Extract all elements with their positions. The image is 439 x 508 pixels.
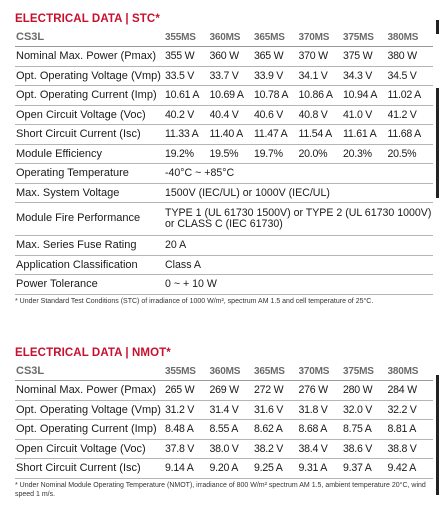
row-label: Opt. Operating Voltage (Vmp) xyxy=(15,66,165,86)
cell-value: 355 W xyxy=(165,47,210,67)
cell-value: 8.48 A xyxy=(165,420,210,440)
cell-value: 9.14 A xyxy=(165,459,210,479)
cell-value: 269 W xyxy=(210,381,255,401)
nmot-section xyxy=(15,344,433,500)
row-label: Nominal Max. Power (Pmax) xyxy=(15,381,165,401)
stc-section xyxy=(15,10,433,306)
cell-value: 1500V (IEC/UL) or 1000V (IEC/UL) xyxy=(165,183,433,203)
row-label: Max. Series Fuse Rating xyxy=(15,236,165,256)
cell-value: 20.0% xyxy=(299,144,344,164)
stc-col-header: 375MS xyxy=(343,28,388,47)
row-label: Operating Temperature xyxy=(15,164,165,184)
table-row xyxy=(15,255,433,275)
nmot-col-header: 380MS xyxy=(388,362,434,381)
cell-value: 34.5 V xyxy=(388,66,434,86)
cell-value: 10.61 A xyxy=(165,86,210,106)
stc-title: ELECTRICAL DATA | STC* xyxy=(15,13,160,25)
row-label: Module Fire Performance xyxy=(15,203,165,236)
cell-value: 365 W xyxy=(254,47,299,67)
cell-value: 265 W xyxy=(165,381,210,401)
row-label: Module Efficiency xyxy=(15,144,165,164)
stc-col-header: 355MS xyxy=(165,28,210,47)
table-row xyxy=(15,420,433,440)
cell-value: 375 W xyxy=(343,47,388,67)
cell-value: 272 W xyxy=(254,381,299,401)
table-row xyxy=(15,275,433,295)
cell-value: 11.40 A xyxy=(210,125,255,145)
row-label: Nominal Max. Power (Pmax) xyxy=(15,47,165,67)
cell-value: 9.37 A xyxy=(343,459,388,479)
cell-value: 10.86 A xyxy=(299,86,344,106)
cell-value: 280 W xyxy=(343,381,388,401)
cell-value: 370 W xyxy=(299,47,344,67)
cell-value: 284 W xyxy=(388,381,434,401)
cell-value: 8.68 A xyxy=(299,420,344,440)
nmot-header-row xyxy=(15,362,433,381)
row-label: Open Circuit Voltage (Voc) xyxy=(15,105,165,125)
table-row xyxy=(15,164,433,184)
cell-value: 38.4 V xyxy=(299,439,344,459)
stc-col-header: 370MS xyxy=(299,28,344,47)
table-row xyxy=(15,125,433,145)
table-row xyxy=(15,144,433,164)
stc-col-header: 380MS xyxy=(388,28,434,47)
cell-value: 276 W xyxy=(299,381,344,401)
cell-value: 11.68 A xyxy=(388,125,434,145)
cell-value: 38.2 V xyxy=(254,439,299,459)
table-row xyxy=(15,47,433,67)
cell-value: 11.54 A xyxy=(299,125,344,145)
stc-col-header: 365MS xyxy=(254,28,299,47)
cell-value: 19.7% xyxy=(254,144,299,164)
nmot-title: ELECTRICAL DATA | NMOT* xyxy=(15,347,171,359)
cell-value: 38.6 V xyxy=(343,439,388,459)
cell-value: 11.47 A xyxy=(254,125,299,145)
stc-table xyxy=(15,28,433,295)
table-row xyxy=(15,86,433,106)
cell-value: 10.94 A xyxy=(343,86,388,106)
cell-value: 20.5% xyxy=(388,144,434,164)
stc-model-label: CS3L xyxy=(15,28,165,47)
cell-value: 11.02 A xyxy=(388,86,434,106)
cell-value: 11.33 A xyxy=(165,125,210,145)
table-row xyxy=(15,381,433,401)
row-label: Short Circuit Current (Isc) xyxy=(15,125,165,145)
cell-value: 20.3% xyxy=(343,144,388,164)
table-row xyxy=(15,183,433,203)
cell-value: 19.2% xyxy=(165,144,210,164)
row-label: Opt. Operating Current (Imp) xyxy=(15,420,165,440)
nmot-col-header: 375MS xyxy=(343,362,388,381)
table-row xyxy=(15,203,433,236)
cell-value: 19.5% xyxy=(210,144,255,164)
cell-value: 11.61 A xyxy=(343,125,388,145)
cell-value: 31.2 V xyxy=(165,400,210,420)
cell-value: 9.20 A xyxy=(210,459,255,479)
table-row xyxy=(15,66,433,86)
cell-value: TYPE 1 (UL 61730 1500V) or TYPE 2 (UL 61730 1000V) or CLASS C (IEC 61730) xyxy=(165,203,433,236)
row-label: Open Circuit Voltage (Voc) xyxy=(15,439,165,459)
table-row xyxy=(15,439,433,459)
row-label: Max. System Voltage xyxy=(15,183,165,203)
cell-value: 40.6 V xyxy=(254,105,299,125)
row-label: Opt. Operating Voltage (Vmp) xyxy=(15,400,165,420)
cell-value: -40°C ~ +85°C xyxy=(165,164,433,184)
nmot-col-header: 365MS xyxy=(254,362,299,381)
cell-value: 31.4 V xyxy=(210,400,255,420)
cell-value: 33.7 V xyxy=(210,66,255,86)
cell-value: 0 ~ + 10 W xyxy=(165,275,433,295)
cell-value: 8.62 A xyxy=(254,420,299,440)
cell-value: 33.9 V xyxy=(254,66,299,86)
cell-value: 9.42 A xyxy=(388,459,434,479)
table-row xyxy=(15,105,433,125)
cell-value: 9.31 A xyxy=(299,459,344,479)
cell-value: 37.8 V xyxy=(165,439,210,459)
cell-value: 380 W xyxy=(388,47,434,67)
cell-value: 38.8 V xyxy=(388,439,434,459)
cell-value: 20 A xyxy=(165,236,433,256)
table-row xyxy=(15,400,433,420)
row-label: Application Classification xyxy=(15,255,165,275)
row-label: Opt. Operating Current (Imp) xyxy=(15,86,165,106)
stc-footnote: * Under Standard Test Conditions (STC) of irradiance of 1000 W/m², spectrum AM 1.5 and cell temperature of 25°C. xyxy=(15,297,374,305)
table-row xyxy=(15,236,433,256)
nmot-col-header: 355MS xyxy=(165,362,210,381)
row-label: Short Circuit Current (Isc) xyxy=(15,459,165,479)
row-label: Power Tolerance xyxy=(15,275,165,295)
cell-value: 34.1 V xyxy=(299,66,344,86)
cell-value: 41.0 V xyxy=(343,105,388,125)
cell-value: 41.2 V xyxy=(388,105,434,125)
nmot-col-header: 370MS xyxy=(299,362,344,381)
nmot-col-header: 360MS xyxy=(210,362,255,381)
cell-value: 40.4 V xyxy=(210,105,255,125)
cell-value: 10.69 A xyxy=(210,86,255,106)
cell-value: 8.81 A xyxy=(388,420,434,440)
cell-value: 32.2 V xyxy=(388,400,434,420)
cell-value: 8.55 A xyxy=(210,420,255,440)
nmot-table xyxy=(15,362,433,479)
cell-value: 9.25 A xyxy=(254,459,299,479)
cell-value: 8.75 A xyxy=(343,420,388,440)
cell-value: 360 W xyxy=(210,47,255,67)
cell-value: 31.6 V xyxy=(254,400,299,420)
cell-value: 34.3 V xyxy=(343,66,388,86)
stc-col-header: 360MS xyxy=(210,28,255,47)
cell-value: 40.2 V xyxy=(165,105,210,125)
cell-value: Class A xyxy=(165,255,433,275)
cell-value: 40.8 V xyxy=(299,105,344,125)
cell-value: 38.0 V xyxy=(210,439,255,459)
stc-header-row xyxy=(15,28,433,47)
nmot-model-label: CS3L xyxy=(15,362,165,381)
cell-value: 32.0 V xyxy=(343,400,388,420)
cell-value: 10.78 A xyxy=(254,86,299,106)
nmot-footnote: * Under Nominal Module Operating Temperature (NMOT), irradiance of 800 W/m² spectrum AM 1.5, ambient temperature 20°C, wind speed 1 m/s. xyxy=(15,481,426,498)
cell-value: 33.5 V xyxy=(165,66,210,86)
table-row xyxy=(15,459,433,479)
cell-value: 31.8 V xyxy=(299,400,344,420)
